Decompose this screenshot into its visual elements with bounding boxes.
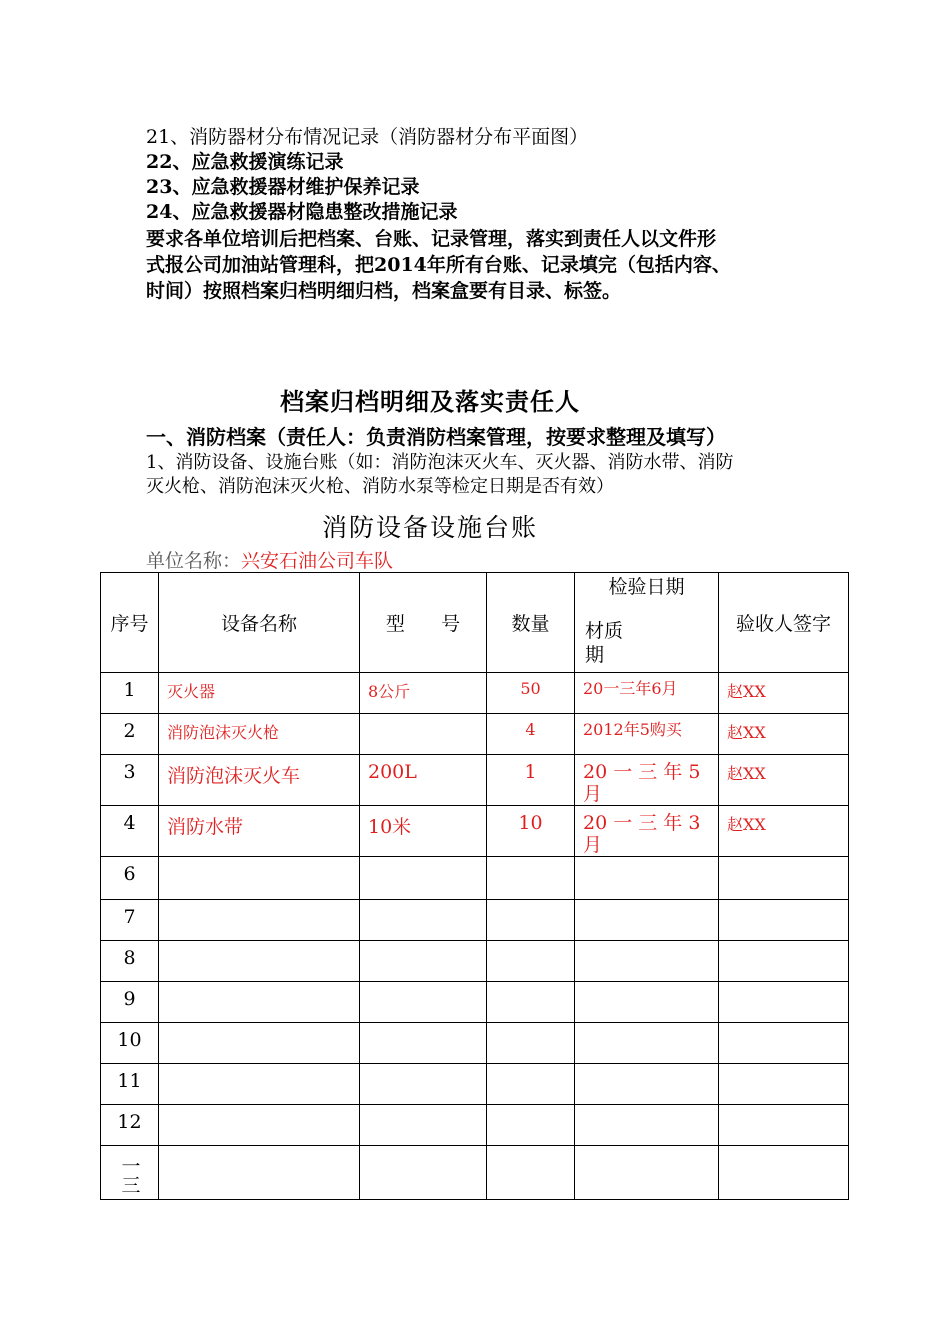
cell-model — [360, 1146, 487, 1200]
cell-equipment-name — [159, 1064, 360, 1105]
cell-seq: 4 — [101, 806, 159, 857]
table-row — [101, 806, 849, 857]
cell-seq: 12 — [101, 1105, 159, 1146]
cell-quantity: 1 — [487, 755, 575, 806]
cell-seq: 9 — [101, 982, 159, 1023]
cell-quantity — [487, 982, 575, 1023]
table-header-row — [101, 573, 849, 673]
unit-label: 单位名称： — [146, 550, 242, 572]
cell-inspection-date — [575, 1064, 719, 1105]
subsection-heading: 一、消防档案（责任人：负责消防档案管理，按要求整理及填写） — [146, 425, 726, 449]
requirement-line-1: 要求各单位培训后把档案、台账、记录管理，落实到责任人以文件形 — [146, 228, 717, 250]
cell-signer — [719, 1146, 849, 1200]
cell-model — [360, 900, 487, 941]
item-line-1: 1、消防设备、设施台账（如：消防泡沫灭火车、灭火器、消防水带、消防 — [146, 452, 734, 473]
cell-quantity — [487, 857, 575, 900]
cell-signer — [719, 857, 849, 900]
cell-model — [360, 714, 487, 755]
cell-equipment-name — [159, 1023, 360, 1064]
cell-signer — [719, 1023, 849, 1064]
cell-inspection-date — [575, 857, 719, 900]
cell-signer: 赵XX — [719, 714, 849, 755]
cell-seq: 11 — [101, 1064, 159, 1105]
cell-inspection-date — [575, 982, 719, 1023]
cell-equipment-name — [159, 1105, 360, 1146]
cell-signer: 赵XX — [719, 673, 849, 714]
cell-equipment-name: 消防水带 — [159, 806, 360, 857]
cell-model: 200L — [360, 755, 487, 806]
header-model: 型 号 — [360, 573, 487, 673]
cell-seq: 6 — [101, 857, 159, 900]
cell-model — [360, 982, 487, 1023]
cell-model — [360, 857, 487, 900]
header-inspection-top: 检验日期 — [608, 576, 685, 598]
header-inspection-bot: 期 — [585, 644, 605, 666]
cell-quantity: 10 — [487, 806, 575, 857]
cell-signer — [719, 941, 849, 982]
cell-equipment-name — [159, 1146, 360, 1200]
cell-quantity — [487, 1105, 575, 1146]
cell-inspection-date — [575, 1105, 719, 1146]
cell-quantity — [487, 900, 575, 941]
requirement-line-2: 式报公司加油站管理科，把2014年所有台账、记录填完（包括内容、 — [146, 254, 731, 276]
cell-quantity — [487, 1146, 575, 1200]
cell-model — [360, 941, 487, 982]
cell-equipment-name — [159, 857, 360, 900]
header-qty: 数量 — [487, 573, 575, 673]
cell-inspection-date — [575, 1146, 719, 1200]
cell-seq: 3 — [101, 755, 159, 806]
cell-signer: 赵XX — [719, 806, 849, 857]
table-row — [101, 714, 849, 755]
table-row — [101, 982, 849, 1023]
cell-model — [360, 1023, 487, 1064]
equipment-ledger-table — [100, 572, 849, 1200]
header-seq: 序号 — [101, 573, 159, 673]
table-row — [101, 755, 849, 806]
table-row — [101, 941, 849, 982]
cell-signer — [719, 1105, 849, 1146]
cell-seq: 一三 — [101, 1146, 159, 1200]
cell-model: 8公斤 — [360, 673, 487, 714]
cell-inspection-date: 20 一 三 年 3月 — [575, 806, 719, 857]
cell-quantity — [487, 1023, 575, 1064]
cell-signer — [719, 982, 849, 1023]
cell-quantity — [487, 1064, 575, 1105]
cell-inspection-date: 2012年5购买 — [575, 714, 719, 755]
table-title: 消防设备设施台账 — [321, 513, 538, 542]
cell-equipment-name — [159, 900, 360, 941]
table-row — [101, 1023, 849, 1064]
cell-signer — [719, 1064, 849, 1105]
cell-seq: 8 — [101, 941, 159, 982]
table-row — [101, 857, 849, 900]
cell-model: 10米 — [360, 806, 487, 857]
cell-model — [360, 1064, 487, 1105]
table-row — [101, 1064, 849, 1105]
table-row — [101, 900, 849, 941]
cell-equipment-name: 灭火器 — [159, 673, 360, 714]
table-row — [101, 1146, 849, 1200]
section-title: 档案归档明细及落实责任人 — [280, 387, 580, 416]
cell-inspection-date — [575, 941, 719, 982]
cell-quantity: 4 — [487, 714, 575, 755]
intro-line-24: 24、应急救援器材隐患整改措施记录 — [146, 201, 458, 223]
cell-inspection-date: 20一三年6月 — [575, 673, 719, 714]
unit-value: 兴安石油公司车队 — [241, 550, 394, 572]
cell-seq: 2 — [101, 714, 159, 755]
intro-line-22: 22、应急救援演练记录 — [146, 151, 344, 173]
cell-equipment-name: 消防泡沫灭火枪 — [159, 714, 360, 755]
header-inspection-mid: 材质 — [585, 620, 624, 642]
cell-quantity: 50 — [487, 673, 575, 714]
cell-signer: 赵XX — [719, 755, 849, 806]
cell-model — [360, 1105, 487, 1146]
cell-seq: 1 — [101, 673, 159, 714]
cell-signer — [719, 900, 849, 941]
cell-equipment-name — [159, 941, 360, 982]
header-signer: 验收人签字 — [719, 573, 849, 673]
cell-inspection-date — [575, 1023, 719, 1064]
header-name: 设备名称 — [159, 573, 360, 673]
cell-inspection-date: 20 一 三 年 5月 — [575, 755, 719, 806]
cell-quantity — [487, 941, 575, 982]
item-line-2: 灭火枪、消防泡沫灭火枪、消防水泵等检定日期是否有效） — [146, 476, 614, 497]
header-inspection-date — [575, 573, 719, 673]
cell-seq: 10 — [101, 1023, 159, 1064]
table-row — [101, 1105, 849, 1146]
cell-inspection-date — [575, 900, 719, 941]
intro-line-21: 21、消防器材分布情况记录（消防器材分布平面图） — [146, 126, 589, 148]
requirement-line-3: 时间）按照档案归档明细归档，档案盒要有目录、标签。 — [146, 280, 622, 302]
intro-line-23: 23、应急救援器材维护保养记录 — [146, 176, 420, 198]
table-row — [101, 673, 849, 714]
cell-seq: 7 — [101, 900, 159, 941]
cell-equipment-name — [159, 982, 360, 1023]
unit-name — [146, 548, 393, 574]
cell-equipment-name: 消防泡沫灭火车 — [159, 755, 360, 806]
